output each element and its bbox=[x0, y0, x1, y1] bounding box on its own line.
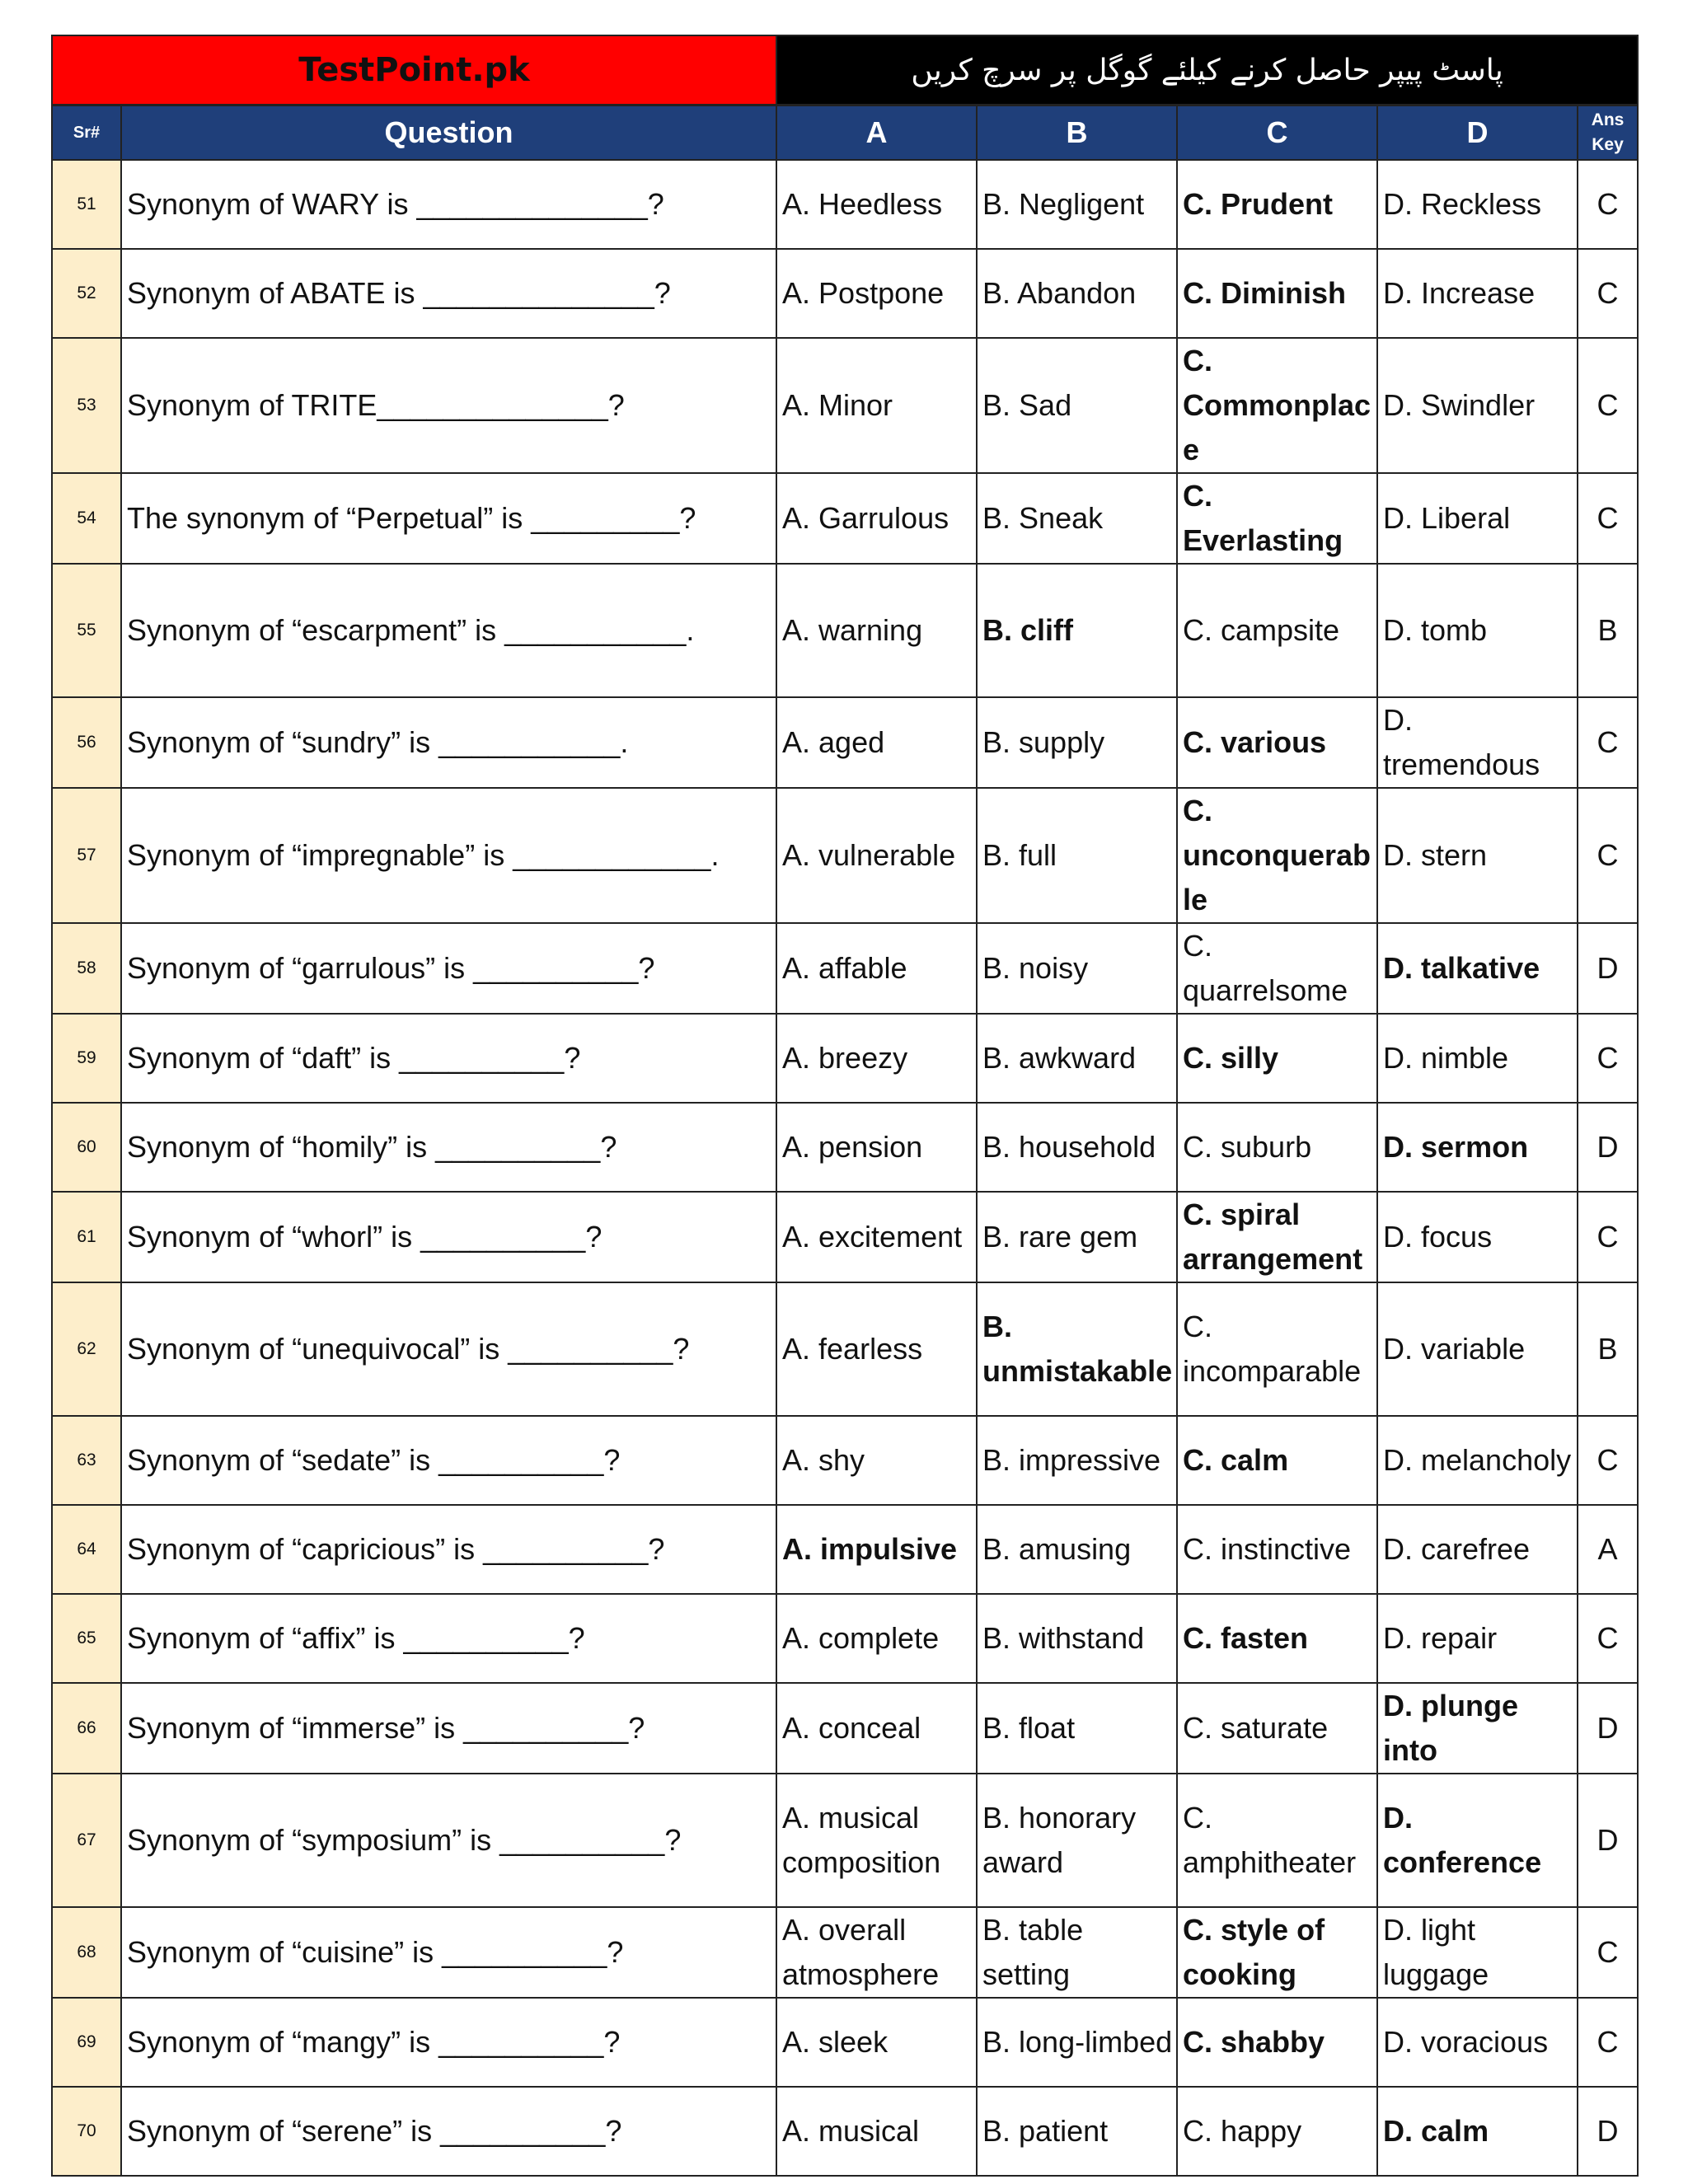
option-c: C. Diminish bbox=[1177, 249, 1377, 338]
option-c: C. Commonplace bbox=[1177, 338, 1377, 473]
table-row bbox=[52, 1774, 1638, 1907]
option-a: A. musical bbox=[776, 2087, 977, 2176]
col-header-sr: Sr# bbox=[52, 105, 121, 161]
row-number: 63 bbox=[52, 1416, 121, 1505]
option-d: D. conference bbox=[1377, 1774, 1578, 1907]
table-row bbox=[52, 2087, 1638, 2176]
option-b: B. patient bbox=[977, 2087, 1177, 2176]
answer-key: C bbox=[1578, 1907, 1638, 1998]
answer-key: C bbox=[1578, 160, 1638, 249]
option-a: A. aged bbox=[776, 697, 977, 788]
option-b: B. Sneak bbox=[977, 473, 1177, 564]
option-d: D. nimble bbox=[1377, 1014, 1578, 1103]
answer-key: C bbox=[1578, 1998, 1638, 2087]
option-a: A. shy bbox=[776, 1416, 977, 1505]
table-row bbox=[52, 1594, 1638, 1683]
row-number: 61 bbox=[52, 1192, 121, 1282]
option-c: C. shabby bbox=[1177, 1998, 1377, 2087]
table-row bbox=[52, 1014, 1638, 1103]
answer-key: C bbox=[1578, 1416, 1638, 1505]
answer-key: D bbox=[1578, 1683, 1638, 1774]
option-d: D. Liberal bbox=[1377, 473, 1578, 564]
option-d: D. stern bbox=[1377, 788, 1578, 923]
table-row bbox=[52, 338, 1638, 473]
question-text: Synonym of “daft” is __________? bbox=[121, 1014, 776, 1103]
option-b: B. impressive bbox=[977, 1416, 1177, 1505]
option-d: D. voracious bbox=[1377, 1998, 1578, 2087]
option-d: D. tremendous bbox=[1377, 697, 1578, 788]
option-d: D. melancholy bbox=[1377, 1416, 1578, 1505]
table-row bbox=[52, 1683, 1638, 1774]
option-b: B. full bbox=[977, 788, 1177, 923]
question-text: Synonym of “cuisine” is __________? bbox=[121, 1907, 776, 1998]
option-a: A. excitement bbox=[776, 1192, 977, 1282]
option-d: D. calm bbox=[1377, 2087, 1578, 2176]
answer-key: C bbox=[1578, 249, 1638, 338]
option-b: B. Sad bbox=[977, 338, 1177, 473]
table-row bbox=[52, 1505, 1638, 1594]
row-number: 52 bbox=[52, 249, 121, 338]
option-d: D. tomb bbox=[1377, 564, 1578, 697]
option-c: C. calm bbox=[1177, 1416, 1377, 1505]
option-a: A. breezy bbox=[776, 1014, 977, 1103]
option-c: C. various bbox=[1177, 697, 1377, 788]
option-b: B. amusing bbox=[977, 1505, 1177, 1594]
col-header-c: C bbox=[1177, 105, 1377, 161]
row-number: 55 bbox=[52, 564, 121, 697]
mcq-sheet bbox=[51, 35, 1637, 2177]
ans-key-line1: Ans bbox=[1591, 110, 1625, 129]
option-b: B. table setting bbox=[977, 1907, 1177, 1998]
question-text: Synonym of WARY is ______________? bbox=[121, 160, 776, 249]
option-b: B. withstand bbox=[977, 1594, 1177, 1683]
row-number: 67 bbox=[52, 1774, 121, 1907]
option-c: C. spiral arrangement bbox=[1177, 1192, 1377, 1282]
option-a: A. Postpone bbox=[776, 249, 977, 338]
option-a: A. impulsive bbox=[776, 1505, 977, 1594]
mcq-table bbox=[51, 35, 1639, 2177]
row-number: 56 bbox=[52, 697, 121, 788]
option-a: A. Minor bbox=[776, 338, 977, 473]
answer-key: C bbox=[1578, 697, 1638, 788]
option-a: A. fearless bbox=[776, 1282, 977, 1416]
question-text: Synonym of TRITE______________? bbox=[121, 338, 776, 473]
answer-key: B bbox=[1578, 1282, 1638, 1416]
option-c: C. unconquerable bbox=[1177, 788, 1377, 923]
column-header-row bbox=[52, 105, 1638, 161]
option-a: A. Garrulous bbox=[776, 473, 977, 564]
option-a: A. vulnerable bbox=[776, 788, 977, 923]
option-b: B. noisy bbox=[977, 923, 1177, 1014]
option-d: D. repair bbox=[1377, 1594, 1578, 1683]
table-row bbox=[52, 923, 1638, 1014]
option-a: A. complete bbox=[776, 1594, 977, 1683]
table-row bbox=[52, 564, 1638, 697]
row-number: 62 bbox=[52, 1282, 121, 1416]
option-b: B. Abandon bbox=[977, 249, 1177, 338]
option-c: C. amphitheater bbox=[1177, 1774, 1377, 1907]
option-d: D. Reckless bbox=[1377, 160, 1578, 249]
answer-key: C bbox=[1578, 473, 1638, 564]
option-c: C. Prudent bbox=[1177, 160, 1377, 249]
question-text: Synonym of “unequivocal” is __________? bbox=[121, 1282, 776, 1416]
row-number: 70 bbox=[52, 2087, 121, 2176]
col-header-a: A bbox=[776, 105, 977, 161]
option-b: B. rare gem bbox=[977, 1192, 1177, 1282]
option-d: D. carefree bbox=[1377, 1505, 1578, 1594]
col-header-d: D bbox=[1377, 105, 1578, 161]
question-text: Synonym of “homily” is __________? bbox=[121, 1103, 776, 1192]
answer-key: B bbox=[1578, 564, 1638, 697]
option-c: C. saturate bbox=[1177, 1683, 1377, 1774]
urdu-search-banner: پاسٹ پیپر حاصل کرنے کیلئے گوگل پر سرچ کریں bbox=[776, 35, 1638, 105]
table-row bbox=[52, 1282, 1638, 1416]
option-a: A. pension bbox=[776, 1103, 977, 1192]
option-b: B. float bbox=[977, 1683, 1177, 1774]
option-c: C. campsite bbox=[1177, 564, 1377, 697]
ans-key-line2: Key bbox=[1592, 135, 1624, 154]
option-a: A. Heedless bbox=[776, 160, 977, 249]
option-b: B. cliff bbox=[977, 564, 1177, 697]
question-text: Synonym of “affix” is __________? bbox=[121, 1594, 776, 1683]
table-row bbox=[52, 249, 1638, 338]
option-d: D. sermon bbox=[1377, 1103, 1578, 1192]
table-row bbox=[52, 788, 1638, 923]
answer-key: D bbox=[1578, 1103, 1638, 1192]
question-text: Synonym of “impregnable” is ____________. bbox=[121, 788, 776, 923]
row-number: 59 bbox=[52, 1014, 121, 1103]
option-b: B. supply bbox=[977, 697, 1177, 788]
question-text: Synonym of “garrulous” is __________? bbox=[121, 923, 776, 1014]
answer-key: D bbox=[1578, 1774, 1638, 1907]
answer-key: C bbox=[1578, 1594, 1638, 1683]
option-a: A. conceal bbox=[776, 1683, 977, 1774]
answer-key: A bbox=[1578, 1505, 1638, 1594]
question-text: Synonym of “sedate” is __________? bbox=[121, 1416, 776, 1505]
row-number: 54 bbox=[52, 473, 121, 564]
table-row bbox=[52, 160, 1638, 249]
question-text: Synonym of “capricious” is __________? bbox=[121, 1505, 776, 1594]
option-a: A. overall atmosphere bbox=[776, 1907, 977, 1998]
row-number: 57 bbox=[52, 788, 121, 923]
col-header-b: B bbox=[977, 105, 1177, 161]
option-d: D. focus bbox=[1377, 1192, 1578, 1282]
option-b: B. Negligent bbox=[977, 160, 1177, 249]
table-row bbox=[52, 1192, 1638, 1282]
question-text: Synonym of “symposium” is __________? bbox=[121, 1774, 776, 1907]
option-d: D. light luggage bbox=[1377, 1907, 1578, 1998]
row-number: 60 bbox=[52, 1103, 121, 1192]
question-text: Synonym of “escarpment” is ___________. bbox=[121, 564, 776, 697]
option-c: C. suburb bbox=[1177, 1103, 1377, 1192]
option-b: B. awkward bbox=[977, 1014, 1177, 1103]
option-a: A. musical composition bbox=[776, 1774, 977, 1907]
table-row bbox=[52, 1416, 1638, 1505]
question-text: Synonym of “whorl” is __________? bbox=[121, 1192, 776, 1282]
row-number: 65 bbox=[52, 1594, 121, 1683]
option-a: A. warning bbox=[776, 564, 977, 697]
question-text: Synonym of ABATE is ______________? bbox=[121, 249, 776, 338]
row-number: 58 bbox=[52, 923, 121, 1014]
question-text: The synonym of “Perpetual” is _________? bbox=[121, 473, 776, 564]
row-number: 51 bbox=[52, 160, 121, 249]
col-header-question: Question bbox=[121, 105, 776, 161]
brand-title[interactable]: TestPoint.pk bbox=[52, 35, 776, 105]
option-b: B. long-limbed bbox=[977, 1998, 1177, 2087]
option-b: B. honorary award bbox=[977, 1774, 1177, 1907]
option-c: C. incomparable bbox=[1177, 1282, 1377, 1416]
option-b: B. household bbox=[977, 1103, 1177, 1192]
table-row bbox=[52, 473, 1638, 564]
option-a: A. affable bbox=[776, 923, 977, 1014]
question-text: Synonym of “mangy” is __________? bbox=[121, 1998, 776, 2087]
question-text: Synonym of “serene” is __________? bbox=[121, 2087, 776, 2176]
question-text: Synonym of “sundry” is ___________. bbox=[121, 697, 776, 788]
option-d: D. plunge into bbox=[1377, 1683, 1578, 1774]
option-a: A. sleek bbox=[776, 1998, 977, 2087]
table-row bbox=[52, 697, 1638, 788]
row-number: 66 bbox=[52, 1683, 121, 1774]
table-row bbox=[52, 1998, 1638, 2087]
option-d: D. Swindler bbox=[1377, 338, 1578, 473]
option-d: D. variable bbox=[1377, 1282, 1578, 1416]
option-d: D. Increase bbox=[1377, 249, 1578, 338]
answer-key: C bbox=[1578, 338, 1638, 473]
question-text: Synonym of “immerse” is __________? bbox=[121, 1683, 776, 1774]
row-number: 69 bbox=[52, 1998, 121, 2087]
option-d: D. talkative bbox=[1377, 923, 1578, 1014]
banner-row bbox=[52, 35, 1638, 105]
option-b: B. unmistakable bbox=[977, 1282, 1177, 1416]
answer-key: C bbox=[1578, 1192, 1638, 1282]
answer-key: D bbox=[1578, 2087, 1638, 2176]
option-c: C. fasten bbox=[1177, 1594, 1377, 1683]
option-c: C. style of cooking bbox=[1177, 1907, 1377, 1998]
option-c: C. silly bbox=[1177, 1014, 1377, 1103]
row-number: 64 bbox=[52, 1505, 121, 1594]
row-number: 68 bbox=[52, 1907, 121, 1998]
row-number: 53 bbox=[52, 338, 121, 473]
option-c: C. quarrelsome bbox=[1177, 923, 1377, 1014]
answer-key: C bbox=[1578, 788, 1638, 923]
col-header-ans-key bbox=[1578, 105, 1638, 161]
table-row bbox=[52, 1103, 1638, 1192]
table-row bbox=[52, 1907, 1638, 1998]
option-c: C. Everlasting bbox=[1177, 473, 1377, 564]
answer-key: D bbox=[1578, 923, 1638, 1014]
option-c: C. happy bbox=[1177, 2087, 1377, 2176]
answer-key: C bbox=[1578, 1014, 1638, 1103]
option-c: C. instinctive bbox=[1177, 1505, 1377, 1594]
